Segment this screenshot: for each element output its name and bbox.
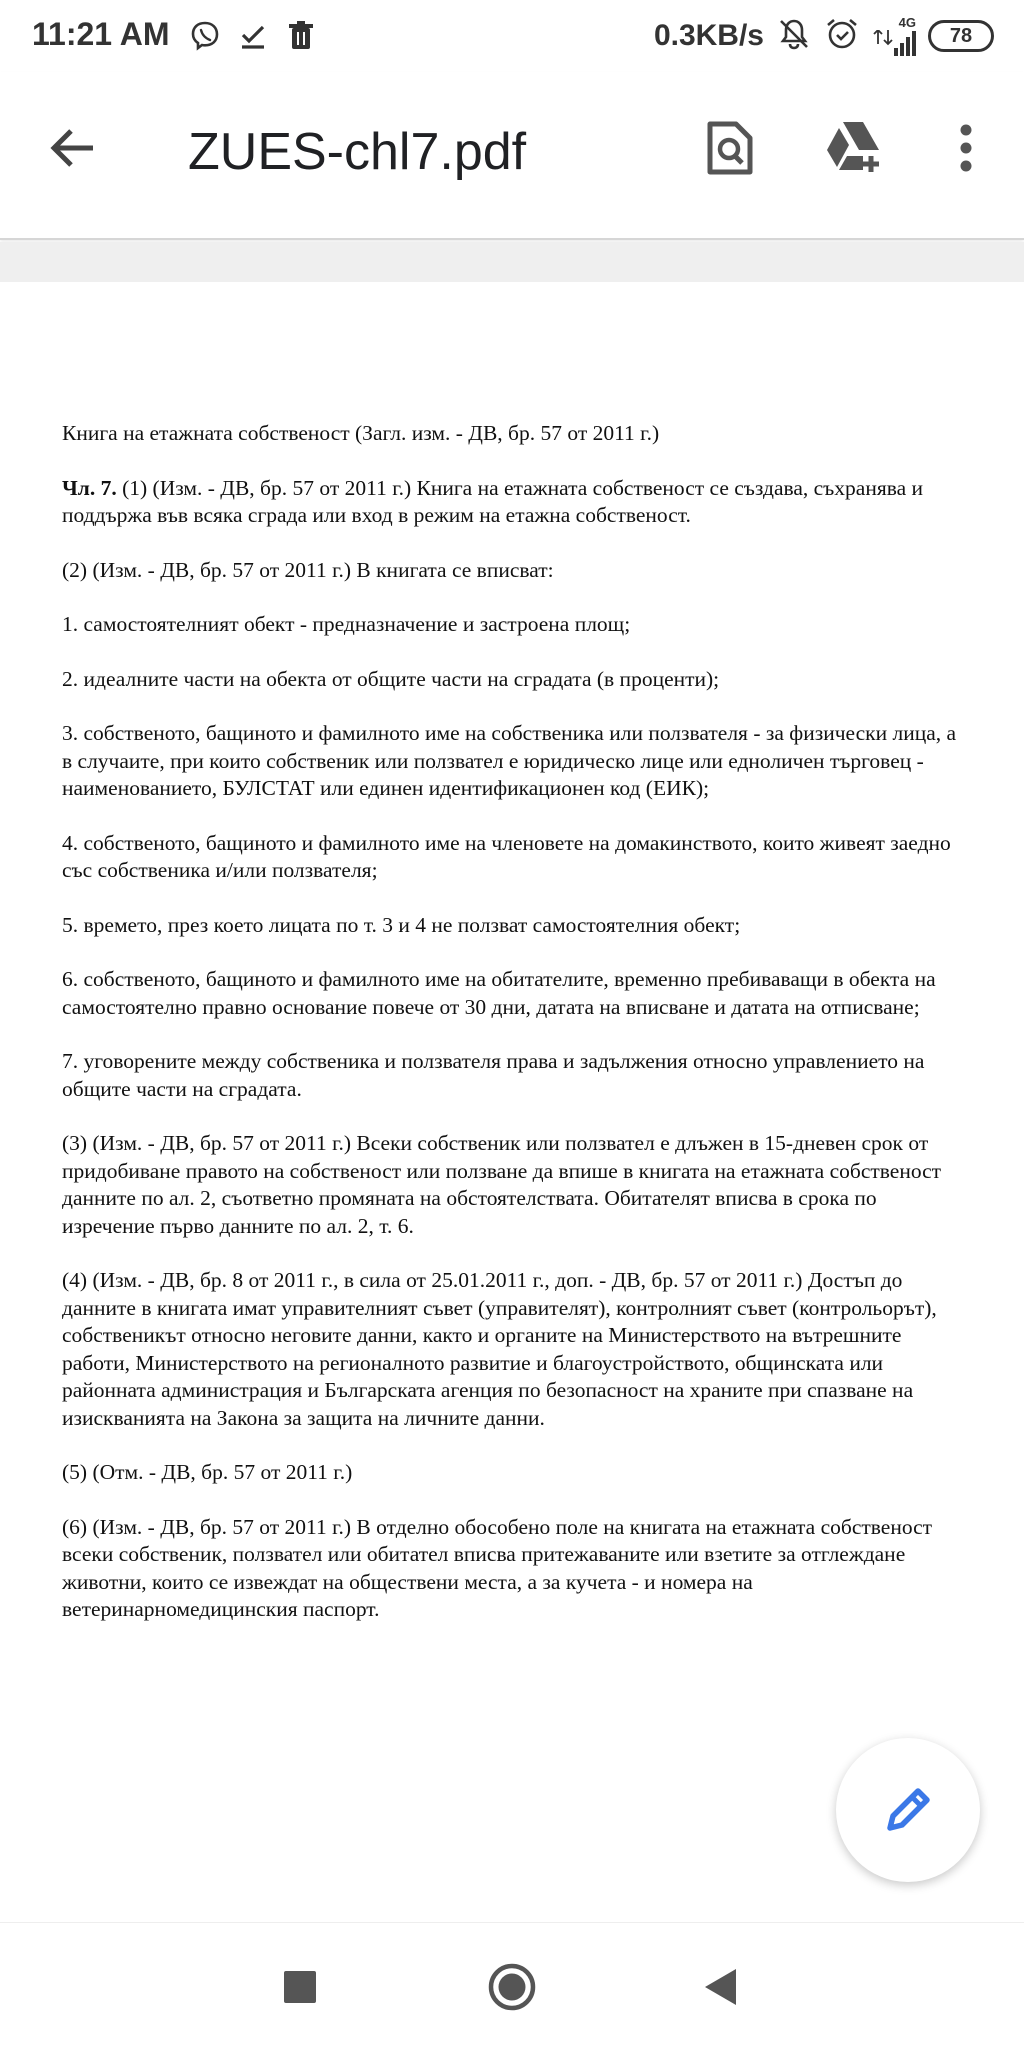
paragraph-1 [62,475,962,530]
edit-pencil-icon [880,1782,936,1838]
status-right [654,14,994,58]
paragraph-1-text: (1) (Изм. - ДВ, бр. 57 от 2011 г.) Книга на етажната собственост се създава, съхранява и поддържа във всяка сграда или вход в режим на етажна собственост. [62,475,924,527]
checkmark-icon [236,19,270,53]
add-to-drive-icon [825,120,887,176]
status-time: 11:21 AM [32,16,170,52]
network-speed: 0.3KB/s [653,19,764,52]
back-button[interactable] [40,116,104,180]
back-arrow-icon [47,123,97,173]
more-options-button[interactable] [934,116,998,180]
paragraph-2: (2) (Изм. - ДВ, бр. 57 от 2011 г.) В книгата се вписват: [62,557,554,582]
paragraph-3: (3) (Изм. - ДВ, бр. 57 от 2011 г.) Всеки собственик или ползвател е длъжен в 15-дневен срок от придобиване правото на собственост или ползване да впише в книгата на етажната собственост данните по ал. 2, съответно промяната на обстоятелствата. Обитателят вписва в срока по изречение първо данните по ал. 2, т. 6. [62,1131,942,1238]
paragraph-5: (5) (Отм. - ДВ, бр. 57 от 2011 г.) [62,1460,353,1484]
list-item: 4. собственото, бащиното и фамилното име на членовете на домакинството, които живеят заедно със собственика и/или ползвателя; [62,830,951,882]
list-item: 1. самостоятелният обект - предназначение и застроена площ; [62,612,631,636]
document-body [62,420,962,1651]
find-in-page-icon [706,120,754,176]
list-item: 2. идеалните части на обекта от общите части на сградата (в проценти); [62,666,720,691]
viber-icon [188,19,222,53]
list-item: 5. времето, през което лицата по т. 3 и 4 не ползват самостоятелния обект; [62,912,741,937]
list-item: 6. собственото, бащиното и фамилното име на обитателите, временно пребиваващи в обекта на самостоятелно правно основание повече от 30 дни, датата на вписване и датата на отписване; [62,967,936,1019]
edit-fab[interactable] [836,1738,980,1882]
document-title: ZUES-chl7.pdf [188,123,527,181]
battery-indicator: 78 [928,20,994,52]
status-bar [0,0,1024,72]
document-heading: Книга на етажната собственост (Загл. изм. - ДВ, бр. 57 от 2011 г.) [62,421,660,445]
find-in-page-button[interactable] [698,116,762,180]
signal-icon [872,16,916,56]
navigation-bar [0,1922,1024,2048]
list-item: 7. уговорените между собственика и ползвателя права и задължения относно управлението на общите части на сградата. [62,1049,925,1101]
page-gap [0,242,1024,282]
more-vert-icon [959,124,973,172]
add-to-drive-button[interactable] [824,116,888,180]
recents-button[interactable] [270,1957,330,2017]
app-bar [0,72,1024,240]
article-label: Чл. 7. [62,475,117,500]
notification-icons [188,16,318,56]
network-type: 4G [898,15,916,30]
paragraph-4: (4) (Изм. - ДВ, бр. 8 от 2011 г., в сила от 25.01.2011 г., доп. - ДВ, бр. 57 от 2011 г.) Достъп до данните в книгата имат управителният съвет (управителят), контролният съвет (контрольорът), собственикът относно неговите данни, както и органите на Министерството на вътрешните работи, Министерството на регионалното развитие и благоустройството, общинската или районната администрация и Българската агенция по безопасност на храните при спазване на изискванията на Закона за защита на личните данни. [62,1268,937,1430]
trash-icon [284,19,318,53]
home-button[interactable] [482,1957,542,2017]
paragraph-6: (6) (Изм. - ДВ, бр. 57 от 2011 г.) В отделно обособено поле на книгата на етажната собственост всеки собственик, ползвател или обитател вписва притежаваните или взетите за отглеждане животни, които се извеждат на обществени места, а за кучета - и номера на ветеринарномедицинския паспорт. [62,1514,933,1621]
recents-square-icon [283,1970,317,2004]
pdf-page[interactable] [0,282,1024,1922]
back-nav-button[interactable] [690,1957,750,2017]
list-item: 3. собственото, бащиното и фамилното име на собственика или ползвателя - за физически лица, а в случаите, при които собственик или ползвател е юридическо лице или едноличен търговец - наименованието, БУЛСТАТ или единен идентификационен код (ЕИК); [62,721,957,800]
back-triangle-icon [702,1967,738,2007]
alarm-icon [824,16,860,57]
home-circle-icon [487,1962,537,2012]
mute-icon [776,16,812,57]
